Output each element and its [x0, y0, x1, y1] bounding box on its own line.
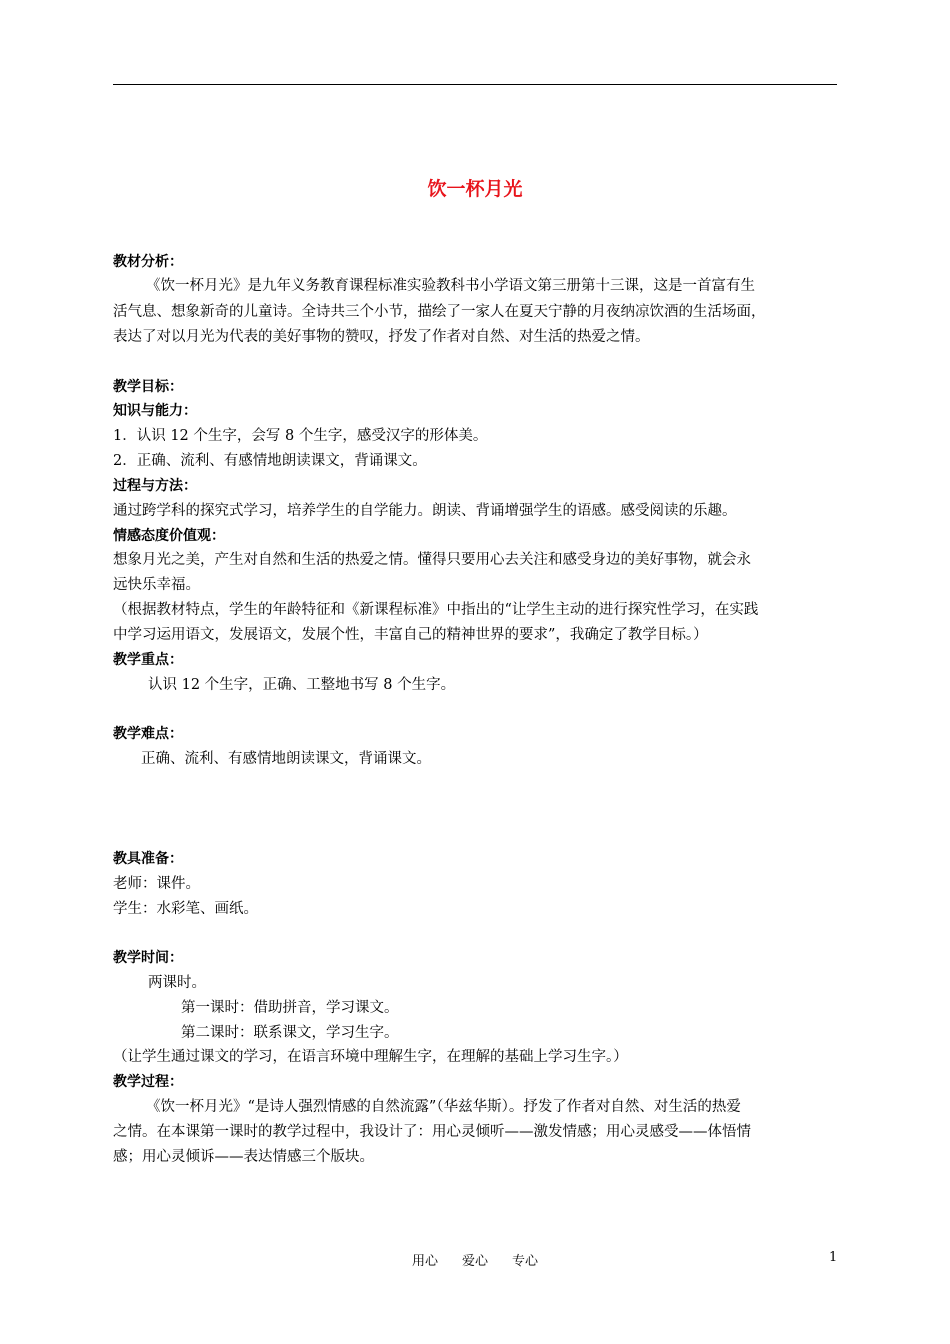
heading-analysis: 教材分析： [113, 254, 183, 270]
heading-goals: 教学目标： [113, 379, 183, 395]
page-number: 1 [829, 1250, 838, 1265]
emotion-line: 远快乐幸福。 [113, 577, 200, 593]
time-line: （让学生通过课文的学习，在语言环境中理解生字，在理解的基础上学习生字。） [113, 1049, 628, 1065]
heading-knowledge: 知识与能力： [113, 403, 197, 419]
time-line: 第二课时：联系课文，学习生字。 [181, 1025, 399, 1041]
analysis-line: 活气息、想象新奇的儿童诗。全诗共三个小节，描绘了一家人在夏天宁静的月夜纳凉饮酒的生活场面， [113, 304, 766, 320]
footer-text: 专心 [512, 1254, 539, 1269]
heading-difficulty: 教学难点： [113, 726, 183, 742]
heading-tools: 教具准备： [113, 851, 183, 867]
knowledge-line: 2．正确、流利、有感情地朗读课文，背诵课文。 [113, 453, 427, 469]
emotion-line: 中学习运用语文，发展语文，发展个性，丰富自己的精神世界的要求”，我确定了教学目标。） [113, 627, 708, 643]
teaching-process-line: 《饮一杯月光》“是诗人强烈情感的自然流露”（华兹华斯）。抒发了作者对自然、对生活的热爱 [146, 1099, 741, 1115]
analysis-line: 表达了对以月光为代表的美好事物的赞叹，抒发了作者对自然、对生活的热爱之情。 [113, 329, 650, 345]
teaching-process-line: 之情。在本课第一课时的教学过程中，我设计了：用心灵倾听——激发情感；用心灵感受——体悟情 [113, 1124, 751, 1140]
document-title: 饮一杯月光 [427, 178, 523, 200]
process-method-line: 通过跨学科的探究式学习，培养学生的自学能力。朗读、背诵增强学生的语感。感受阅读的乐趣。 [113, 503, 737, 519]
key-points-line: 认识 12 个生字，正确、工整地书写 8 个生字。 [148, 677, 456, 693]
analysis-line: 《饮一杯月光》是九年义务教育课程标准实验教科书小学语文第三册第十三课，这是一首富有生 [146, 278, 755, 294]
heading-process-method: 过程与方法： [113, 478, 197, 494]
header-rule [113, 84, 837, 85]
footer-motto [0, 1250, 950, 1269]
difficulty-line: 正确、流利、有感情地朗读课文，背诵课文。 [141, 751, 431, 767]
heading-key-points: 教学重点： [113, 652, 183, 668]
heading-time: 教学时间： [113, 950, 183, 966]
time-line: 第一课时：借助拼音，学习课文。 [181, 1000, 399, 1016]
knowledge-line: 1．认识 12 个生字，会写 8 个生字，感受汉字的形体美。 [113, 428, 488, 444]
time-line: 两课时。 [148, 975, 206, 991]
emotion-line: （根据教材特点，学生的年龄特征和《新课程标准》中指出的“让学生主动的进行探究性学习，在实践 [113, 602, 759, 618]
footer-text: 用心 [411, 1254, 438, 1269]
heading-teaching-process: 教学过程： [113, 1074, 183, 1090]
heading-emotion: 情感态度价值观： [113, 528, 225, 544]
tools-line: 学生：水彩笔、画纸。 [113, 901, 258, 917]
tools-line: 老师：课件。 [113, 876, 200, 892]
teaching-process-line: 感；用心灵倾诉——表达情感三个版块。 [113, 1149, 374, 1165]
emotion-line: 想象月光之美，产生对自然和生活的热爱之情。懂得只要用心去关注和感受身边的美好事物，就会永 [113, 552, 751, 568]
footer-text: 爱心 [461, 1254, 488, 1269]
